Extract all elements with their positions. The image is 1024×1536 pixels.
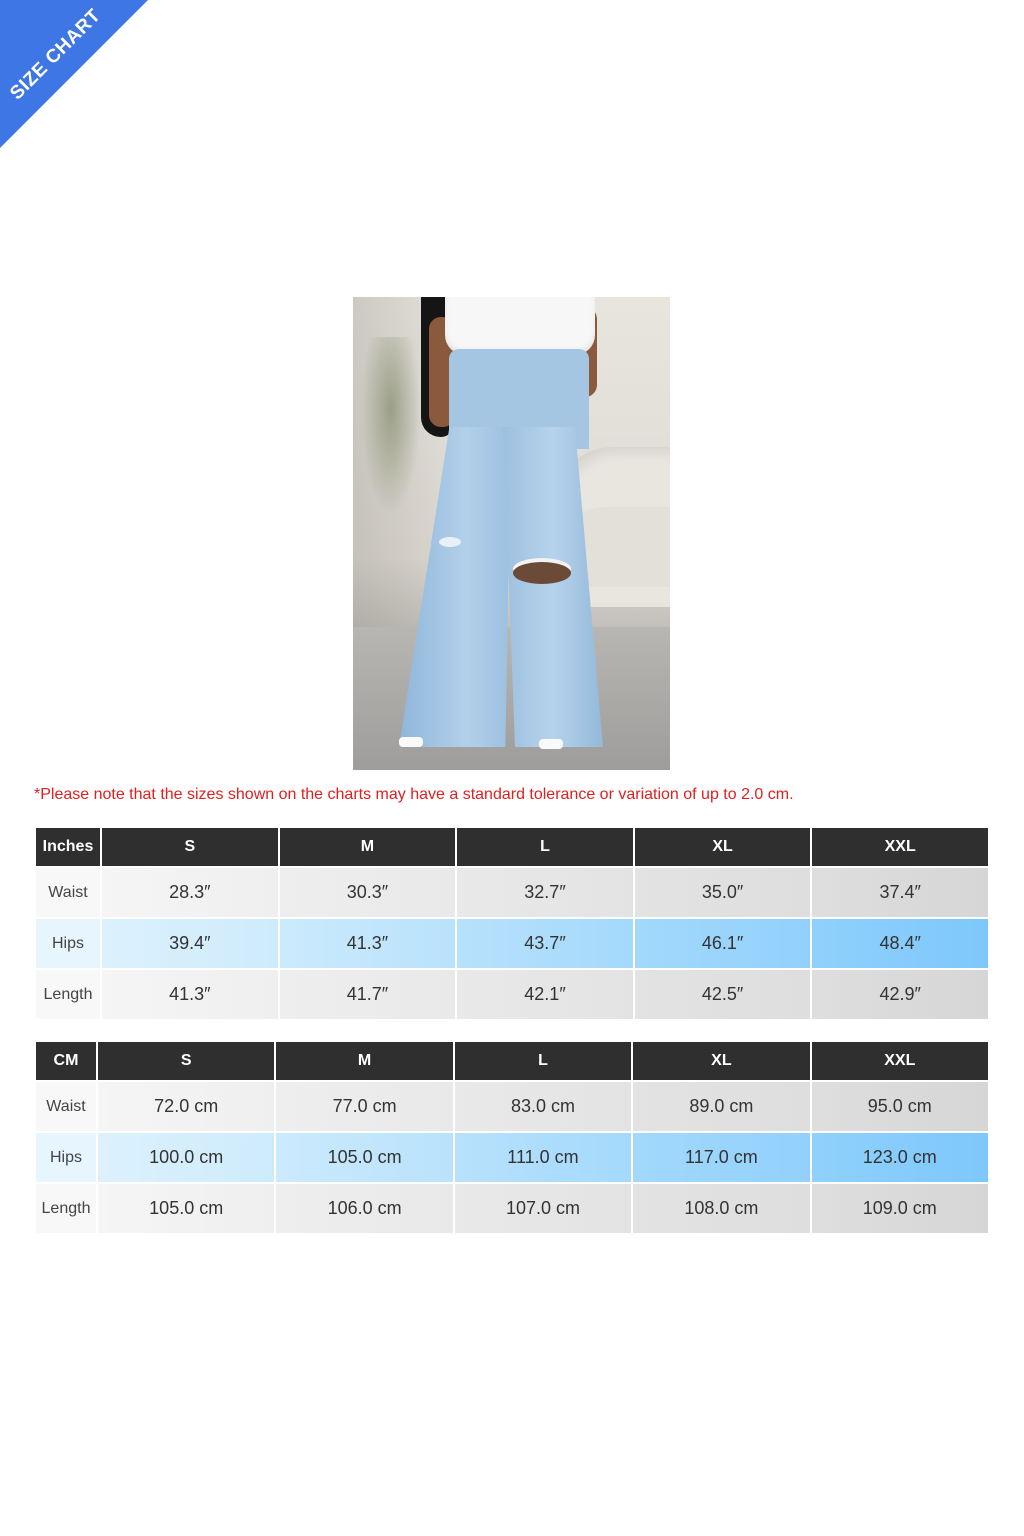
size-header: M [276, 1042, 452, 1080]
table-cell: 32.7″ [457, 868, 633, 917]
table-cell: 89.0 cm [633, 1082, 809, 1131]
size-chart-corner-ribbon [0, 0, 148, 148]
size-header: M [280, 828, 456, 866]
table-cell: 41.3″ [102, 970, 278, 1019]
row-label: Hips [36, 919, 100, 968]
plant [361, 337, 421, 517]
size-header: L [457, 828, 633, 866]
size-header: S [102, 828, 278, 866]
table-row [36, 1184, 988, 1233]
table-row [36, 1082, 988, 1131]
row-label: Waist [36, 868, 100, 917]
table-cell: 48.4″ [812, 919, 988, 968]
row-label: Length [36, 970, 100, 1019]
table-cell: 100.0 cm [98, 1133, 274, 1182]
table-cell: 30.3″ [280, 868, 456, 917]
table-cell: 41.3″ [280, 919, 456, 968]
shoe [399, 737, 423, 747]
table-cell: 46.1″ [635, 919, 811, 968]
table-cell: 95.0 cm [812, 1082, 988, 1131]
table-cell: 107.0 cm [455, 1184, 631, 1233]
table-cell: 39.4″ [102, 919, 278, 968]
table-cell: 72.0 cm [98, 1082, 274, 1131]
table-cell: 117.0 cm [633, 1133, 809, 1182]
table-cell: 106.0 cm [276, 1184, 452, 1233]
table-cell: 105.0 cm [276, 1133, 452, 1182]
size-header: S [98, 1042, 274, 1080]
table-cell: 41.7″ [280, 970, 456, 1019]
table-cell: 35.0″ [635, 868, 811, 917]
table-row [36, 919, 988, 968]
table-cell: 108.0 cm [633, 1184, 809, 1233]
product-photo [353, 297, 670, 770]
row-label: Waist [36, 1082, 96, 1131]
size-header: XXL [812, 828, 988, 866]
table-cell: 43.7″ [457, 919, 633, 968]
table-cell: 42.5″ [635, 970, 811, 1019]
size-header: XXL [812, 1042, 988, 1080]
knee-rip [513, 562, 571, 584]
white-top [445, 297, 595, 355]
unit-header: Inches [36, 828, 100, 866]
table-cell: 105.0 cm [98, 1184, 274, 1233]
table-row [36, 1133, 988, 1182]
table-row [36, 868, 988, 917]
corner-label: SIZE CHART [6, 5, 106, 105]
tolerance-note: *Please note that the sizes shown on the charts may have a standard tolerance or variation of up to 2.0 cm. [34, 786, 794, 803]
table-cell: 109.0 cm [812, 1184, 988, 1233]
table-cell: 42.9″ [812, 970, 988, 1019]
row-label: Hips [36, 1133, 96, 1182]
table-row [36, 970, 988, 1019]
size-table-inches [34, 826, 990, 1021]
table-header-row [36, 1042, 988, 1080]
size-header: XL [635, 828, 811, 866]
size-table-cm [34, 1040, 990, 1235]
table-header-row [36, 828, 988, 866]
size-header: L [455, 1042, 631, 1080]
table-cell: 123.0 cm [812, 1133, 988, 1182]
table-cell: 77.0 cm [276, 1082, 452, 1131]
shoe [539, 739, 563, 749]
table-cell: 28.3″ [102, 868, 278, 917]
size-header: XL [633, 1042, 809, 1080]
unit-header: CM [36, 1042, 96, 1080]
table-cell: 111.0 cm [455, 1133, 631, 1182]
table-cell: 37.4″ [812, 868, 988, 917]
row-label: Length [36, 1184, 96, 1233]
table-cell: 42.1″ [457, 970, 633, 1019]
table-cell: 83.0 cm [455, 1082, 631, 1131]
